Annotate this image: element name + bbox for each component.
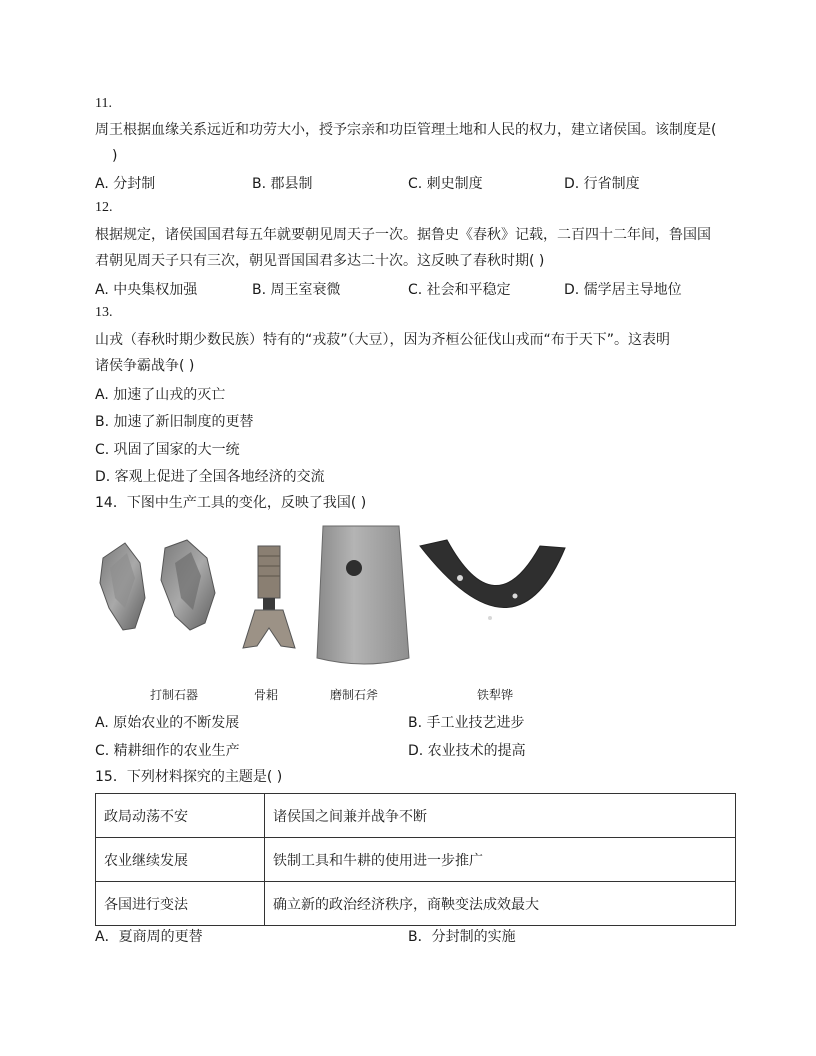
q11-option-b[interactable]: B. 郡县制 [252, 176, 313, 192]
q11-option-d[interactable]: D. 行省制度 [564, 176, 640, 192]
table-cell-topic: 政局动荡不安 [96, 794, 265, 838]
q13-option-c[interactable]: C. 巩固了国家的大一统 [95, 442, 240, 458]
tools-illustration [95, 518, 595, 678]
q13-option-b[interactable]: B. 加速了新旧制度的更替 [95, 414, 254, 430]
iron-plowshare [420, 540, 565, 620]
q12-stem-line1: 根据规定，诸侯国国君每五年就要朝见周天子一次。据鲁史《春秋》记载，二百四十二年间，鲁国国 [95, 227, 711, 243]
q15-option-a[interactable]: A．夏商周的更替 [95, 929, 203, 945]
q13-option-a[interactable]: A. 加速了山戎的灭亡 [95, 387, 226, 403]
table-cell-detail: 诸侯国之间兼并战争不断 [265, 794, 736, 838]
q15-material-table [95, 793, 736, 926]
q12-option-d[interactable]: D. 儒学居主导地位 [564, 282, 682, 298]
caption-bone-spade: 骨耜 [254, 688, 279, 702]
q13-number: 13. [95, 305, 113, 320]
q12-option-a[interactable]: A. 中央集权加强 [95, 282, 198, 298]
polished-stone-axe [317, 526, 409, 664]
q11-option-a[interactable]: A. 分封制 [95, 176, 156, 192]
q12-number: 12. [95, 200, 113, 215]
q13-stem-line2: 诸侯争霸战争( ) [95, 358, 195, 374]
q13-option-d[interactable]: D. 客观上促进了全国各地经济的交流 [95, 469, 325, 485]
q14-option-d[interactable]: D. 农业技术的提高 [408, 743, 526, 759]
q12-option-b[interactable]: B. 周王室衰微 [252, 282, 341, 298]
table-cell-detail: 铁制工具和牛耕的使用进一步推广 [265, 838, 736, 882]
table-cell-topic: 各国进行变法 [96, 882, 265, 926]
q12-option-c[interactable]: C. 社会和平稳定 [408, 282, 511, 298]
table-row [96, 838, 736, 882]
chipped-stone-tool-left [100, 543, 145, 630]
q14-stem: 14．下图中生产工具的变化，反映了我国( ) [95, 495, 367, 511]
q11-option-c[interactable]: C. 刺史制度 [408, 176, 483, 192]
caption-chipped-stone: 打制石器 [150, 688, 199, 702]
q12-stem-line2: 君朝见周天子只有三次，朝见晋国国君多达二十次。这反映了春秋时期( ) [95, 253, 545, 269]
q11-stem-line1: 周王根据血缘关系远近和功劳大小，授予宗亲和功臣管理土地和人民的权力，建立诸侯国。该制度是( [95, 122, 717, 138]
caption-polished-axe: 磨制石斧 [330, 688, 379, 702]
q11-number: 11. [95, 96, 112, 111]
q11-stem-line2: ) [112, 148, 118, 164]
chipped-stone-tool-right [161, 540, 215, 630]
table-row [96, 794, 736, 838]
q14-option-c[interactable]: C. 精耕细作的农业生产 [95, 743, 240, 759]
q14-option-b[interactable]: B. 手工业技艺进步 [408, 715, 525, 731]
q15-option-b[interactable]: B．分封制的实施 [408, 929, 516, 945]
q13-stem-line1: 山戎（春秋时期少数民族）特有的“戎菽”（大豆），因为齐桓公征伐山戎而“布于天下”。这表明 [95, 332, 671, 348]
table-row [96, 882, 736, 926]
bone-spade [243, 546, 295, 648]
table-cell-detail: 确立新的政治经济秩序，商鞅变法成效最大 [265, 882, 736, 926]
q15-stem: 15．下列材料探究的主题是( ) [95, 769, 283, 785]
q14-option-a[interactable]: A. 原始农业的不断发展 [95, 715, 240, 731]
table-cell-topic: 农业继续发展 [96, 838, 265, 882]
caption-iron-plowshare: 铁犁铧 [477, 688, 514, 702]
